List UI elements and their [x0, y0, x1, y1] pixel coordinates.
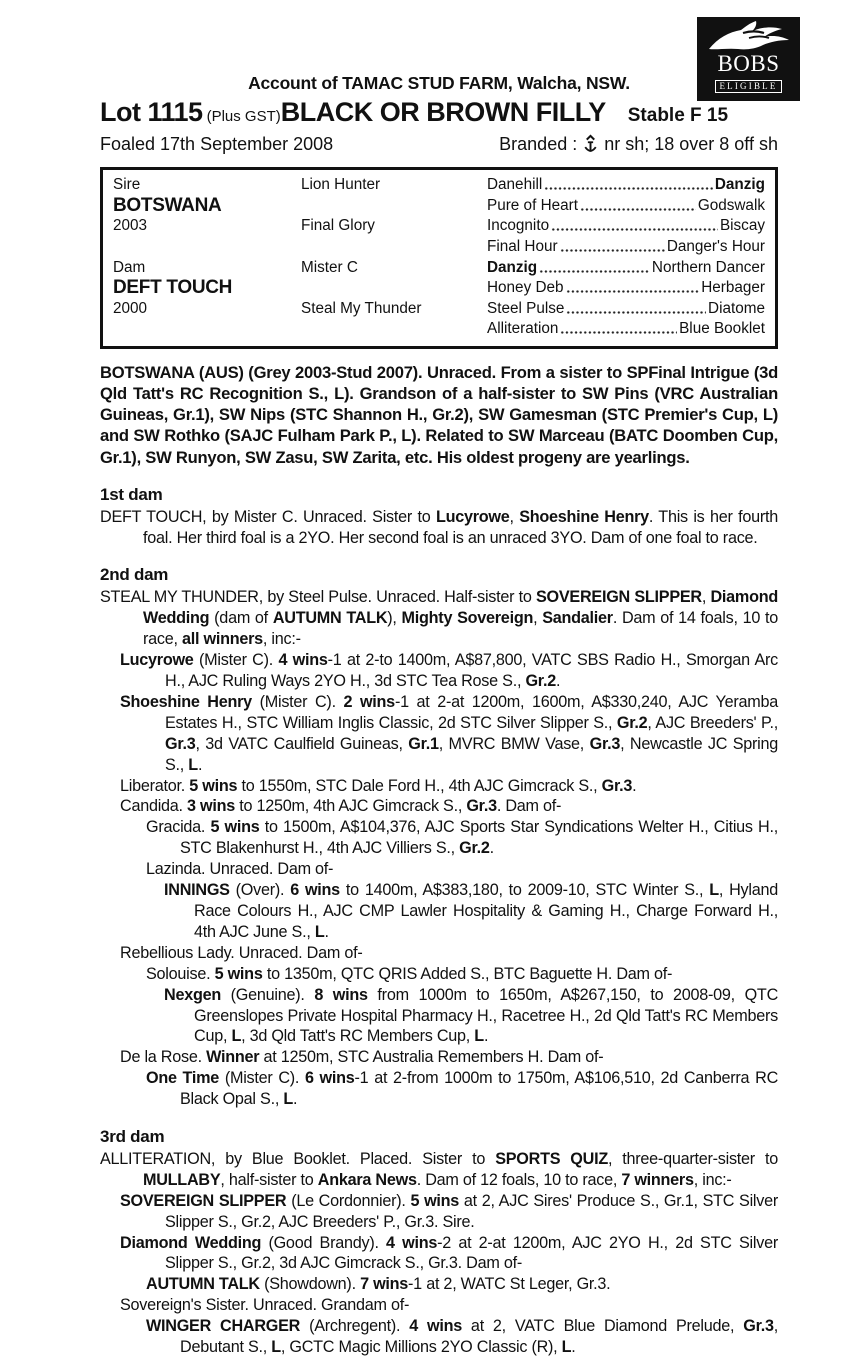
ancestor-parent: Biscay: [719, 217, 765, 235]
ancestor-name: Alliteration: [487, 320, 559, 338]
ancestor-row: [487, 217, 765, 235]
ancestor-row: [487, 176, 765, 194]
pedigree-entry: Rebellious Lady. Unraced. Dam of-: [120, 943, 363, 962]
pedigree-entry: One Time (Mister C). 6 wins-1 at 2-from 1000m to 1750m, A$106,510, 2d Canberra RC Black Opal S., L.: [146, 1069, 779, 1109]
ancestor-name: Pure of Heart: [487, 196, 578, 214]
sire-dam: Final Glory: [301, 217, 375, 235]
pedigree-entry: Diamond Wedding (Good Brandy). 4 wins-2 at 2-at 1200m, AJC 2YO H., 2d STC Silver Slipper S., Gr.2, 3d AJC Gimcrack S., Gr.3. Dam of-: [120, 1233, 778, 1273]
dot-leader: [580, 208, 696, 211]
stud-brand-symbol-icon: [583, 134, 598, 155]
pedigree-entry: DEFT TOUCH, by Mister C. Unraced. Sister to Lucyrowe, Shoeshine Henry. This is her fourth foal. Her third foal is a 2YO. Her second foal is an unraced 3YO. Dam of one foal to race.: [100, 507, 778, 547]
dam-sire: Mister C: [301, 258, 358, 276]
dot-leader: [544, 187, 713, 190]
ancestor-name: Incognito: [487, 217, 550, 235]
branded-info: [499, 134, 778, 155]
pedigree-entry: Nexgen (Genuine). 8 wins from 1000m to 1650m, A$267,150, to 2008-09, QTC Greenslopes Private Hospital Pharmacy H., Racetree H., 2d Qld Tatt's RC Members Cup, L, 3d Qld Tatt's RC Members Cup, L.: [164, 985, 779, 1046]
sire-summary: BOTSWANA (AUS) (Grey 2003-Stud 2007). Unraced. From a sister to SPFinal Intrigue (3d Qld Tatt's RC Recognition S., L). Grandson of a half-sister to SW Pins (VRC Australian Guineas, Gr.1), SW Nips (STC Shannon H., Gr.2), SW Gamesman (STC Premier's Cup, L) and SW Rothko (SAJC Fulham Park P., L). Related to SW Marceau (BATC Doomben Cup, Gr.1), SW Runyon, SW Zasu, SW Zarita, etc. His oldest progeny are yearlings.: [100, 362, 778, 467]
sire-year: 2003: [113, 217, 148, 235]
section-heading-1st-dam: 1st dam: [100, 484, 163, 504]
pedigree-entry: Candida. 3 wins to 1250m, 4th AJC Gimcrack S., Gr.3. Dam of-: [120, 797, 562, 816]
ancestor-parent: Northern Dancer: [651, 258, 765, 276]
pedigree-notes: [100, 362, 778, 1358]
dot-leader: [566, 290, 700, 293]
ancestor-row: [487, 259, 765, 277]
ancestor-parent: Godswalk: [697, 196, 765, 214]
pedigree-entry: ALLITERATION, by Blue Booklet. Placed. Sister to SPORTS QUIZ, three-quarter-sister to MULLABY, half-sister to Ankara News. Dam of 12 foals, 10 to race, 7 winners, inc:-: [100, 1149, 778, 1189]
ancestor-row: [487, 300, 765, 318]
bobs-logo-text: BOBS: [717, 51, 780, 76]
dam-label: Dam: [113, 258, 146, 276]
account-line: Account of TAMAC STUD FARM, Walcha, NSW.: [248, 73, 630, 93]
dot-leader: [566, 311, 706, 314]
pedigree-entry: SOVEREIGN SLIPPER (Le Cordonnier). 5 wins at 2, AJC Sires' Produce S., Gr.1, STC Silver Slipper S., Gr.2, AJC Breeders' P., Gr.3. Sire.: [120, 1191, 779, 1231]
ancestor-row: [487, 279, 765, 297]
ancestor-parent: Danger's Hour: [666, 238, 765, 256]
ancestor-name: Honey Deb: [487, 279, 564, 297]
dot-leader: [560, 331, 677, 334]
ancestor-row: [487, 197, 765, 215]
sire-label: Sire: [113, 176, 141, 194]
pedigree-entry: Liberator. 5 wins to 1550m, STC Dale Ford H., 4th AJC Gimcrack S., Gr.3.: [120, 776, 637, 795]
ancestor-parent: Herbager: [701, 279, 765, 297]
pedigree-entry: Lazinda. Unraced. Dam of-: [146, 860, 334, 879]
ancestor-name: Final Hour: [487, 238, 558, 256]
pedigree-entry: Gracida. 5 wins to 1500m, A$104,376, AJC Sports Star Syndications Welter H., Citius H., STC Blakenhurst H., 4th AJC Villiers S., Gr.2.: [146, 818, 778, 858]
pedigree-entry: Shoeshine Henry (Mister C). 2 wins-1 at 2-at 1200m, 1600m, A$330,240, AJC Yeramba Estates H., STC William Inglis Classic, 2d STC Silver Slipper S., Gr.2, AJC Breeders' P., Gr.3, 3d VATC Caulfield Guineas, Gr.1, MVRC BMW Vase, Gr.3, Newcastle JC Spring S., L.: [120, 692, 778, 774]
dot-leader: [560, 249, 665, 252]
section-heading-3rd-dam: 3rd dam: [100, 1127, 165, 1147]
pedigree-table: [100, 167, 778, 349]
dam-name: DEFT TOUCH: [113, 277, 233, 299]
branded-label: Branded :: [499, 134, 578, 154]
pedigree-entry: INNINGS (Over). 6 wins to 1400m, A$383,180, to 2009-10, STC Winter S., L, Hyland Race Colours H., AJC CMP Lawler Hospitality & Gaming H., Charge Forward H., 4th AJC June S., L.: [164, 881, 778, 941]
pedigree-entry: Solouise. 5 wins to 1350m, QTC QRIS Added S., BTC Baguette H. Dam of-: [146, 964, 673, 983]
ancestor-name: Danehill: [487, 176, 543, 194]
ancestor-name: Steel Pulse: [487, 299, 565, 317]
horse-description-title: BLACK OR BROWN FILLY: [280, 97, 606, 127]
pedigree-entry: WINGER CHARGER (Archregent). 4 wins at 2, VATC Blue Diamond Prelude, Gr.3, Debutant S., L, GCTC Magic Millions 2YO Classic (R), L.: [146, 1317, 778, 1357]
dot-leader: [551, 228, 718, 231]
ancestor-name: Danzig: [487, 258, 538, 276]
brand-placement: nr sh; 18 over 8 off sh: [604, 134, 778, 154]
pedigree-entry: STEAL MY THUNDER, by Steel Pulse. Unraced. Half-sister to SOVEREIGN SLIPPER, Diamond Wedding (dam of AUTUMN TALK), Mighty Sovereign, Sandalier. Dam of 14 foals, 10 to race, all winners, inc:-: [100, 588, 778, 649]
pedigree-entry: De la Rose. Winner at 1250m, STC Australia Remembers H. Dam of-: [120, 1048, 604, 1067]
lot-number: Lot 1115: [100, 97, 203, 127]
stable-number: Stable F 15: [627, 105, 729, 126]
gst-note: (Plus GST): [206, 108, 281, 125]
dam-year: 2000: [113, 299, 148, 317]
lot-title-line: [100, 97, 778, 128]
pedigree-entry: AUTUMN TALK (Showdown). 7 wins-1 at 2, WATC St Leger, Gr.3.: [146, 1275, 611, 1294]
pedigree-entry: Lucyrowe (Mister C). 4 wins-1 at 2-to 1400m, A$87,800, VATC SBS Radio H., Smorgan Arc H., AJC Ruling Ways 2YO H., 3d STC Tea Rose S., Gr.2.: [120, 651, 778, 691]
section-heading-2nd-dam: 2nd dam: [100, 565, 169, 585]
pedigree-entry: Sovereign's Sister. Unraced. Grandam of-: [120, 1296, 410, 1315]
ancestor-parent: Danzig: [714, 176, 765, 194]
dam-dam: Steal My Thunder: [301, 299, 422, 317]
ancestor-parent: Blue Booklet: [679, 320, 765, 338]
ancestor-parent: Diatome: [708, 299, 765, 317]
bobs-eligible-text: ELIGIBLE: [715, 80, 781, 93]
sire-name: BOTSWANA: [113, 194, 222, 216]
foaled-branded-line: [100, 134, 778, 155]
ancestor-row: [487, 320, 765, 338]
foaled-date: Foaled 17th September 2008: [100, 134, 334, 154]
ancestor-row: [487, 238, 765, 256]
dot-leader: [539, 270, 650, 273]
sire-sire: Lion Hunter: [301, 176, 381, 194]
